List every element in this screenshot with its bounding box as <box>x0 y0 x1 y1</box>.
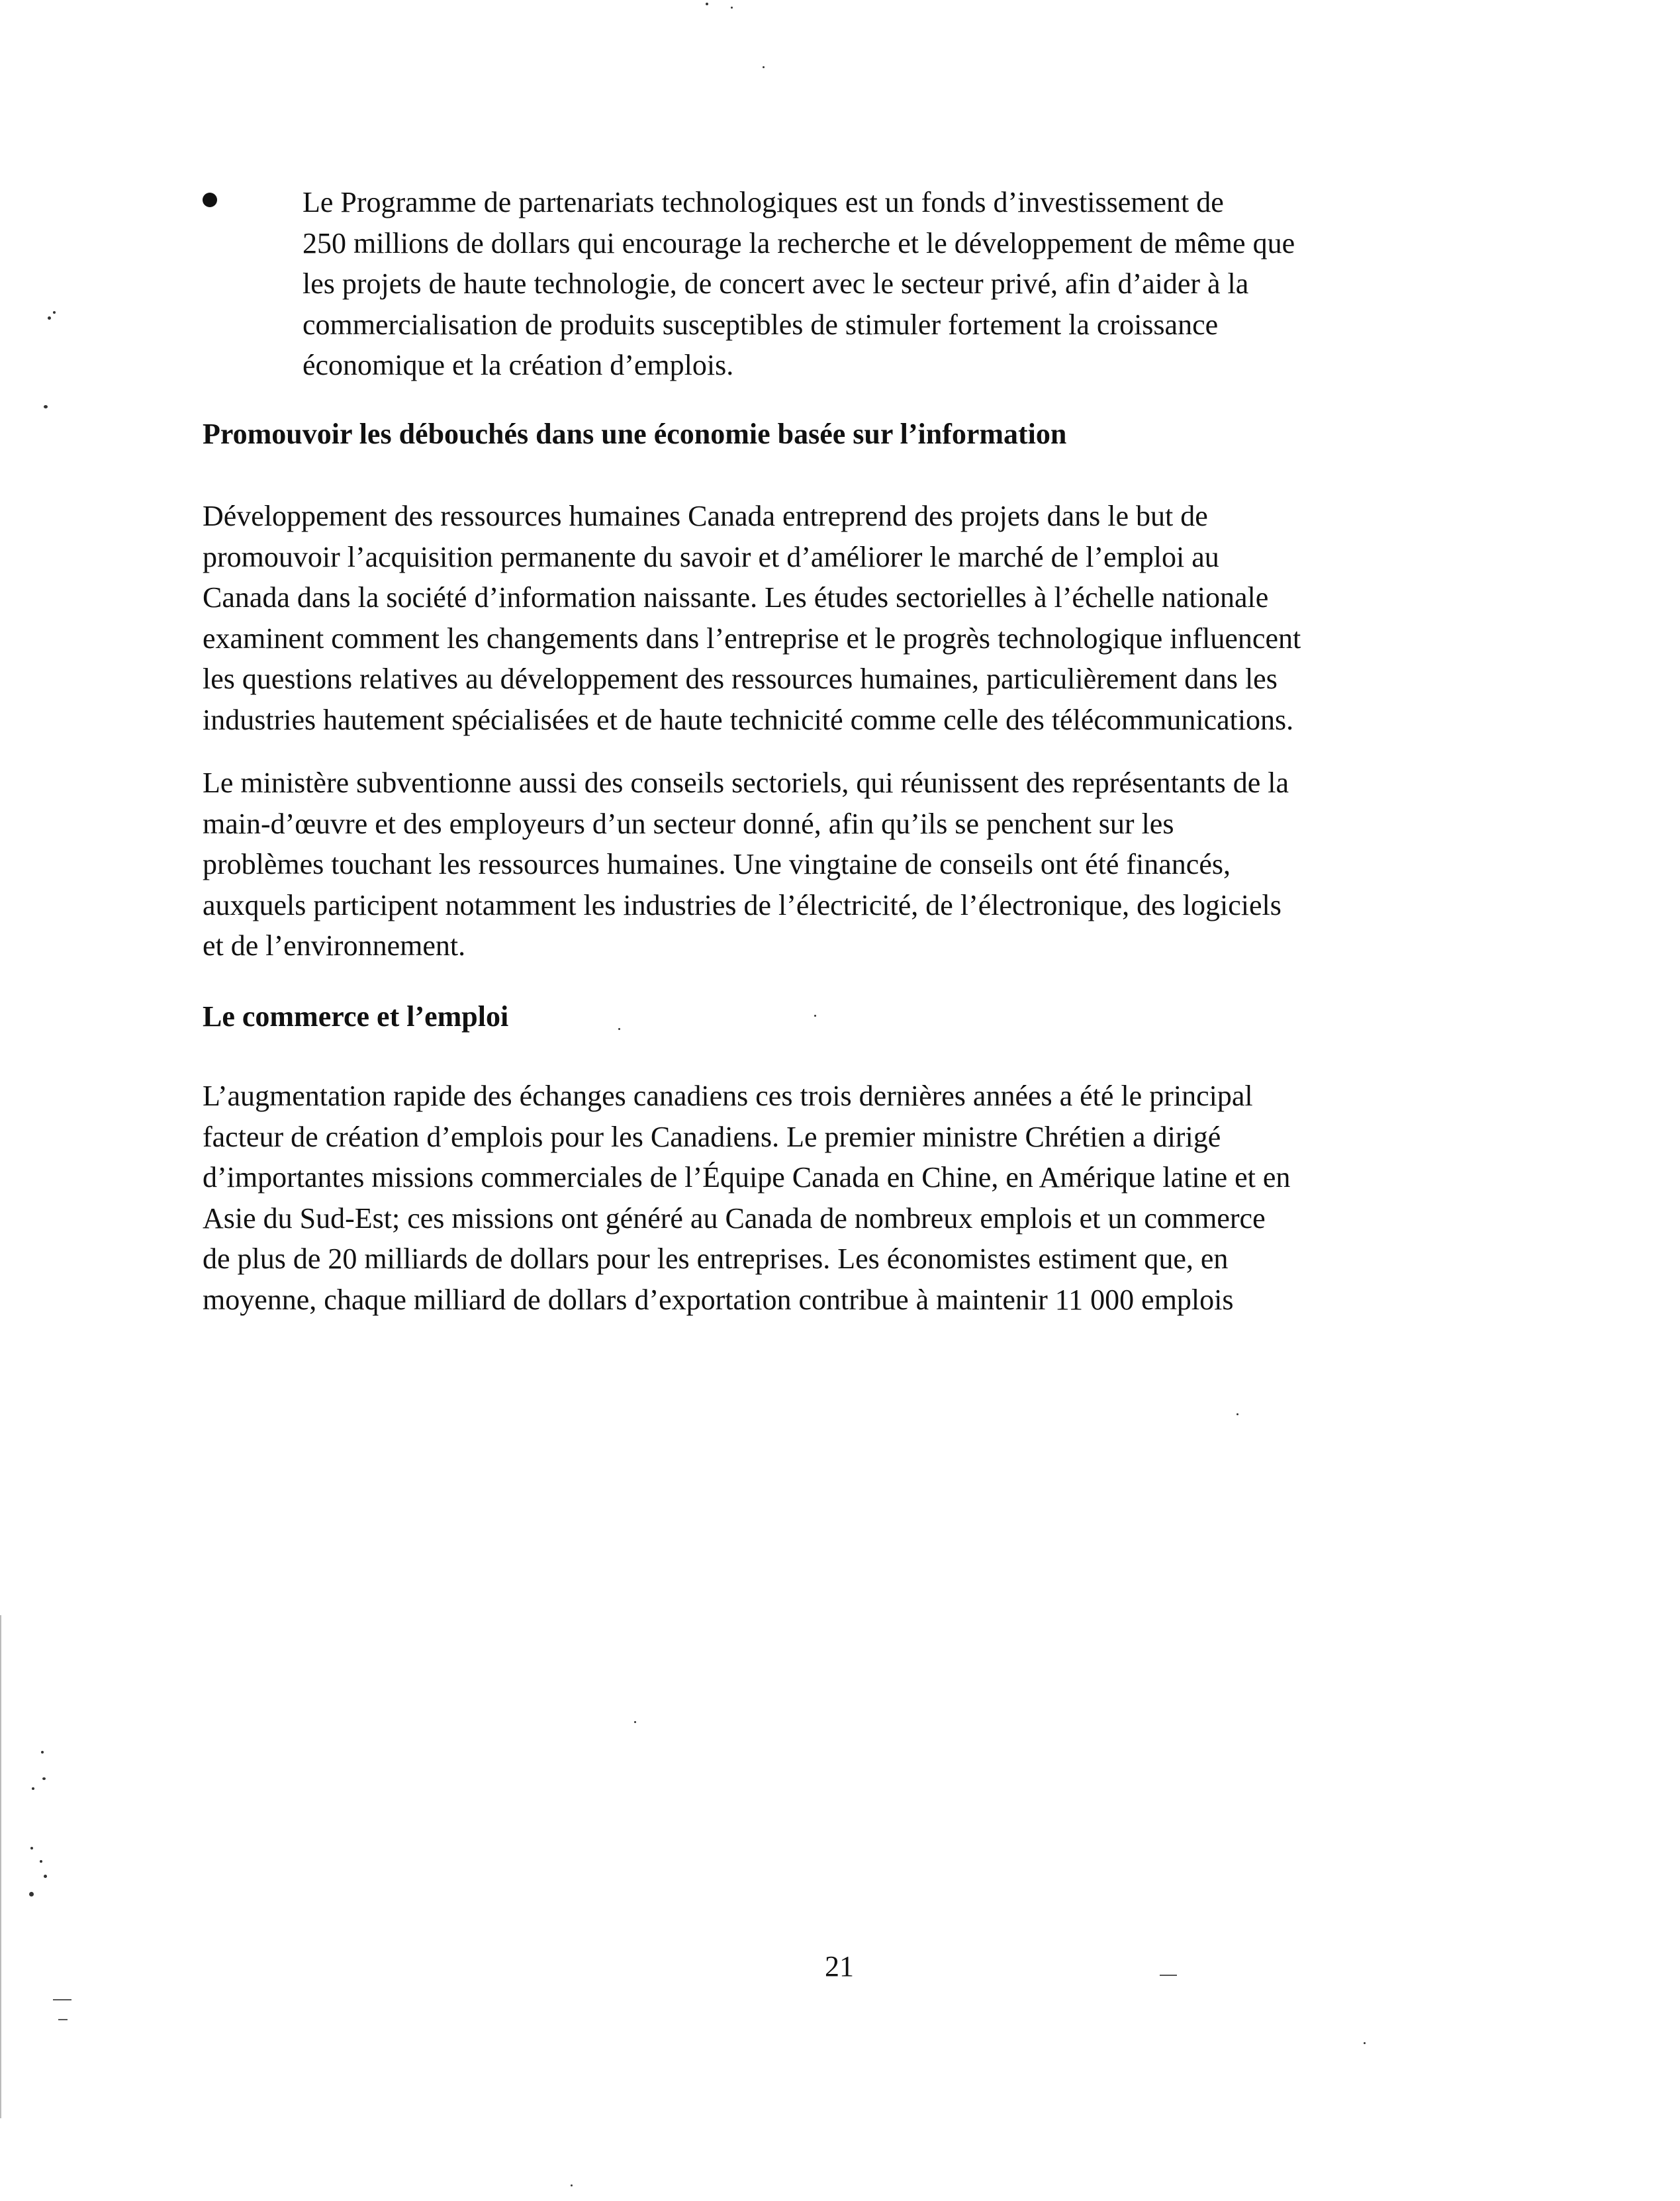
page-number: 21 <box>825 1950 854 1983</box>
scan-speck <box>32 1787 34 1790</box>
scan-speck <box>634 1721 636 1723</box>
scan-speck <box>1364 2042 1366 2044</box>
section-heading-trade-employment: Le commerce et l’emploi <box>203 1000 509 1033</box>
scan-speck <box>29 1892 34 1897</box>
scan-speck <box>40 1860 42 1863</box>
scan-speck <box>571 2184 573 2186</box>
scan-speck <box>44 405 48 408</box>
scan-dash <box>53 1999 71 2000</box>
section-heading-information-economy: Promouvoir les débouchés dans une économie basée sur l’information <box>203 418 1067 450</box>
paragraph-sector-councils: Le ministère subventionne aussi des conseils sectoriels, qui réunissent des représentants de la main-d’œuvre et des employeurs d’un secteur donné, afin qu’ils se penchent sur les problèmes touchant les ressources humaines. Une vingtaine de conseils ont été financés, auxquels participent notamment les industries de l’électricité, de l’électronique, des logiciels et de l’environnement. <box>203 767 1289 962</box>
scan-speck <box>1237 1413 1238 1415</box>
scan-speck <box>53 311 56 314</box>
scan-speck <box>44 1875 47 1878</box>
scan-edge-line <box>0 1615 1 2118</box>
scan-speck <box>706 3 708 5</box>
scan-speck <box>42 1777 46 1780</box>
bullet-text: Le Programme de partenariats technologiques est un fonds d’investissement de 250 millions de dollars qui encourage la recherche et le développement de même que les projets de haute technologie, de concert avec le secteur privé, afin d’aider à la commercialisation de produits susceptibles de stimuler fortement la croissance économique et la création d’emplois. <box>303 186 1295 381</box>
scan-speck <box>48 316 51 320</box>
scan-dash <box>58 2019 68 2020</box>
scan-speck <box>618 1028 620 1030</box>
paragraph-hrdc-projects: Développement des ressources humaines Canada entreprend des projets dans le but de promouvoir l’acquisition permanente du savoir et d’améliorer le marché de l’emploi au Canada dans la société d’information naissante. Les études sectorielles à l’échelle nationale examinent comment les changements dans l’entreprise et le progrès technologique influencent les questions relatives au développement des ressources humaines, particulièrement dans les industries hautement spécialisées et de haute technicité comme celle des télécommunications. <box>203 500 1301 736</box>
scan-speck <box>41 1751 44 1754</box>
scan-speck <box>30 1847 33 1850</box>
paragraph-trade-growth: L’augmentation rapide des échanges canadiens ces trois dernières années a été le principal facteur de création d’emplois pour les Canadiens. Le premier ministre Chrétien a dirigé d’importantes missions commerciales de l’Équipe Canada en Chine, en Amérique latine et en Asie du Sud-Est; ces missions ont généré au Canada de nombreux emplois et un commerce de plus de 20 milliards de dollars pour les entreprises. Les économistes estiment que, en moyenne, chaque milliard de dollars d’exportation contribue à maintenir 11 000 emplois <box>203 1080 1291 1316</box>
scan-dash <box>1160 1975 1177 1976</box>
scan-speck <box>814 1015 816 1017</box>
bullet-dot-icon <box>203 193 217 207</box>
scan-speck <box>763 66 765 68</box>
scan-speck <box>731 7 733 9</box>
